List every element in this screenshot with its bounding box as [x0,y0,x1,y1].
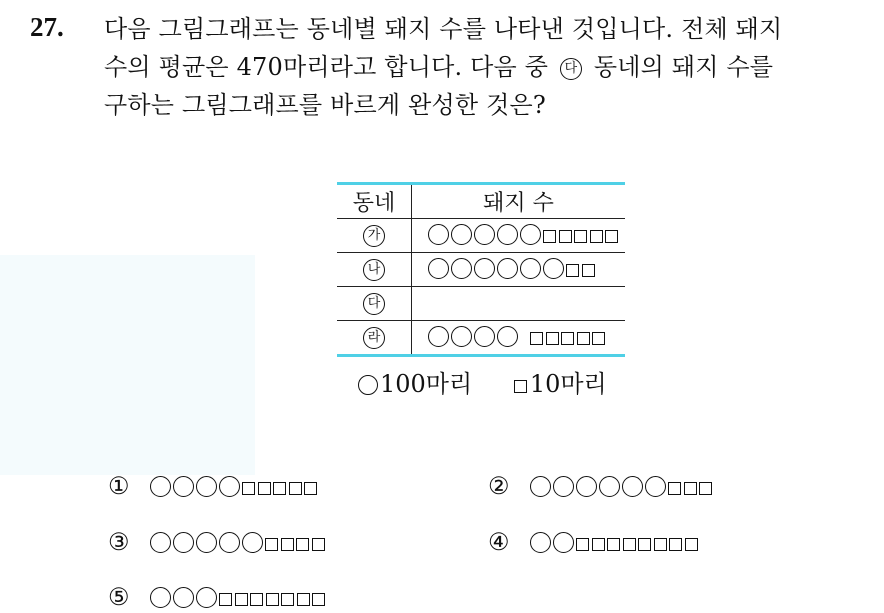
legend-circle-label: 100마리 [380,370,473,398]
square-symbol-icon [561,332,574,345]
circle-symbol-icon [497,326,518,347]
square-symbol-icon [638,538,651,551]
square-symbol-icon [684,482,697,495]
choice-symbols [150,583,328,611]
square-symbol-icon [668,482,681,495]
square-symbol-icon [219,593,232,606]
circle-symbol-icon [196,476,217,497]
choice-1[interactable] [108,472,320,500]
square-symbol-icon [296,538,309,551]
square-symbol-icon [566,264,579,277]
square-symbol-icon [669,538,682,551]
choice-symbols [150,472,320,500]
circle-symbol-icon [451,258,472,279]
circle-symbol-icon [497,224,518,245]
choice-symbols [150,528,327,556]
square-symbol-icon [289,482,302,495]
circle-symbol-icon [474,224,495,245]
square-symbol-icon [250,593,263,606]
choice-5[interactable] [108,583,328,611]
row-label: 가 [363,225,385,247]
square-symbol-icon [312,593,325,606]
table-row [337,219,625,253]
choice-4[interactable] [488,528,700,556]
circle-symbol-icon [553,532,574,553]
background-tint [0,255,255,475]
choice-2[interactable] [488,472,715,500]
choice-number: ⑤ [108,583,130,611]
square-symbol-icon [514,380,527,393]
square-symbol-icon [546,332,559,345]
question-line-3: 구하는 그림그래프를 바르게 완성한 것은? [104,91,546,119]
circle-symbol-icon [173,532,194,553]
circle-symbol-icon [451,326,472,347]
circle-symbol-icon [543,258,564,279]
choice-number: ④ [488,528,510,556]
square-symbol-icon [605,230,618,243]
circle-symbol-icon [553,476,574,497]
table-row [337,287,625,321]
choice-symbols [530,472,715,500]
header-neighborhood: 동네 [337,184,412,219]
choice-number: ② [488,472,510,500]
square-symbol-icon [266,593,279,606]
circled-da-mark: 다 [560,58,582,80]
circle-symbol-icon [520,258,541,279]
row-symbols [412,321,626,356]
circle-symbol-icon [173,587,194,608]
circle-symbol-icon [196,587,217,608]
square-symbol-icon [235,593,248,606]
square-symbol-icon [559,230,572,243]
circle-symbol-icon [428,224,449,245]
square-symbol-icon [281,593,294,606]
circle-symbol-icon [150,532,171,553]
legend-square-label: 10마리 [529,370,607,398]
question-line-2 [104,48,874,86]
circle-symbol-icon [497,258,518,279]
circle-symbol-icon [242,532,263,553]
question-line-1: 다음 그림그래프는 동네별 돼지 수를 나타낸 것입니다. 전체 돼지 [104,15,783,43]
square-symbol-icon [265,538,278,551]
square-symbol-icon [577,332,590,345]
square-symbol-icon [592,332,605,345]
square-symbol-icon [582,264,595,277]
square-symbol-icon [623,538,636,551]
row-label: 다 [363,293,385,315]
row-label: 라 [363,327,385,349]
question-number: 27. [30,12,64,42]
circle-symbol-icon [428,326,449,347]
circle-symbol-icon [428,258,449,279]
table-row [337,253,625,287]
choice-symbols [530,528,700,556]
square-symbol-icon [297,593,310,606]
square-symbol-icon [590,230,603,243]
square-symbol-icon [530,332,543,345]
square-symbol-icon [576,538,589,551]
circle-symbol-icon [474,326,495,347]
square-symbol-icon [654,538,667,551]
legend-square-item [514,364,607,399]
square-symbol-icon [607,538,620,551]
circle-symbol-icon [599,476,620,497]
circle-symbol-icon [622,476,643,497]
square-symbol-icon [281,538,294,551]
picture-graph-table [337,182,625,357]
square-symbol-icon [574,230,587,243]
circle-symbol-icon [520,224,541,245]
question-text [104,10,874,124]
circle-symbol-icon [645,476,666,497]
square-symbol-icon [273,482,286,495]
circle-symbol-icon [196,532,217,553]
square-symbol-icon [543,230,556,243]
square-symbol-icon [685,538,698,551]
circle-symbol-icon [219,476,240,497]
square-symbol-icon [258,482,271,495]
row-symbols [412,219,626,253]
circle-symbol-icon [530,476,551,497]
circle-symbol-icon [358,375,378,395]
question-line-2-b: 동네의 돼지 수를 [593,53,774,81]
question-line-2-a: 수의 평균은 470마리라고 합니다. 다음 중 [104,53,549,81]
square-symbol-icon [312,538,325,551]
header-pig-count: 돼지 수 [412,184,626,219]
square-symbol-icon [699,482,712,495]
row-label: 나 [363,259,385,281]
legend-circle-item [358,364,472,399]
circle-symbol-icon [451,224,472,245]
table-header-row [337,184,625,219]
circle-symbol-icon [150,476,171,497]
circle-symbol-icon [173,476,194,497]
table-row [337,321,625,356]
circle-symbol-icon [474,258,495,279]
choice-number: ① [108,472,130,500]
square-symbol-icon [592,538,605,551]
circle-symbol-icon [219,532,240,553]
row-symbols [412,287,626,321]
legend [358,364,641,399]
square-symbol-icon [242,482,255,495]
circle-symbol-icon [576,476,597,497]
row-symbols [412,253,626,287]
circle-symbol-icon [150,587,171,608]
choice-number: ③ [108,528,130,556]
choice-3[interactable] [108,528,327,556]
square-symbol-icon [304,482,317,495]
circle-symbol-icon [530,532,551,553]
